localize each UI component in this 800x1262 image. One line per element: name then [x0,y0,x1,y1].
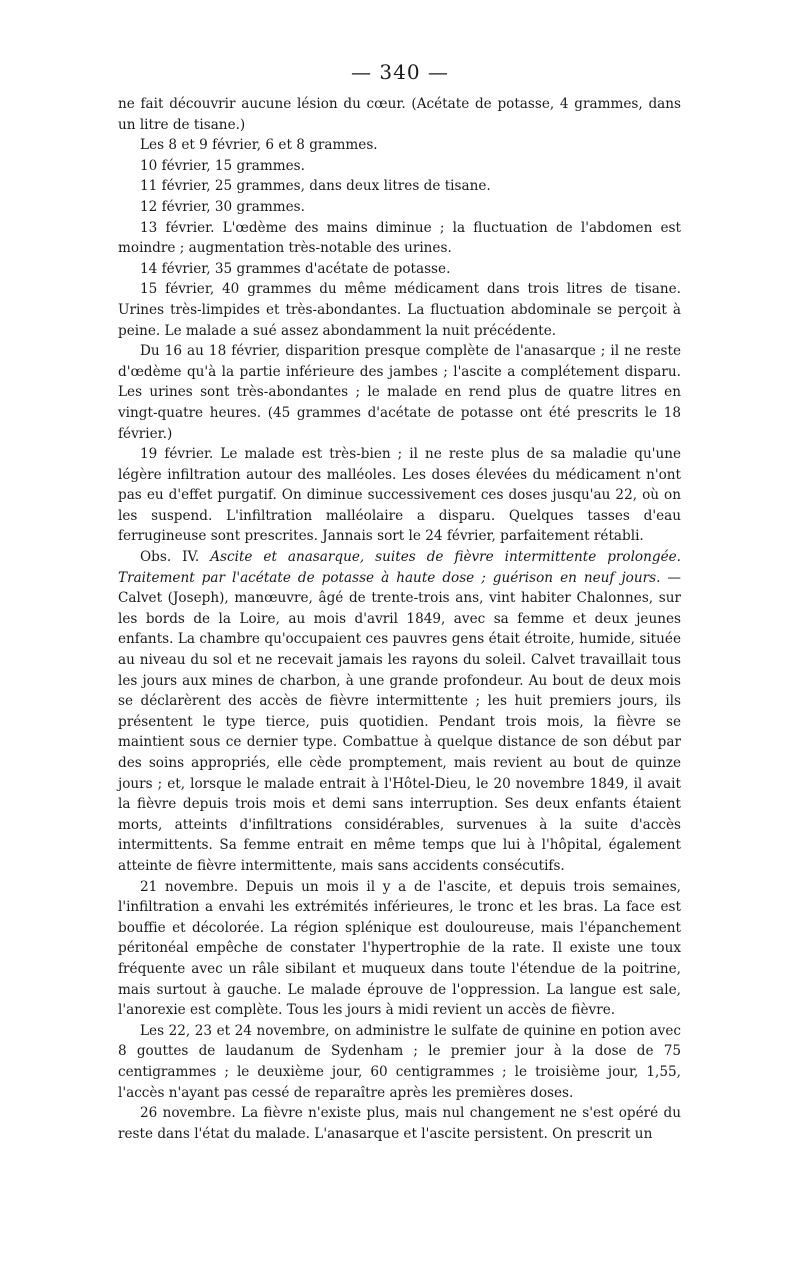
paragraph: 11 février, 25 grammes, dans deux litres de tisane. [140,178,491,195]
paragraph: 26 novembre. La fièvre n'existe plus, mais nul changement ne s'est opéré du reste dans l'état du malade. L'anasarque et l'ascite persistent. On prescrit un [118,1105,681,1142]
paragraph: 19 février. Le malade est très-bien ; il ne reste plus de sa maladie qu'une légère infiltration autour des malléoles. Les doses élevées du médicament n'ont pas eu d'effet purgatif. On diminue successivement ces doses jusqu'au 22, où on les suspend. L'infiltration malléolaire a disparu. Quelques tasses d'eau ferrugineuse sont prescrites. Jannais sort le 24 février, parfaitement rétabli. [118,446,681,545]
paragraph: 15 février, 40 grammes du même médicament dans trois litres de tisane. Urines très-limpides et très-abondantes. La fluctuation abdominale se perçoit à peine. Le malade a sué assez abondamment la nuit précédente. [118,281,681,339]
paragraph: Les 8 et 9 février, 6 et 8 grammes. [140,137,378,154]
paragraph: 21 novembre. Depuis un mois il y a de l'ascite, et depuis trois semaines, l'infiltration a envahi les extrémités inférieures, le tronc et les bras. La face est bouffie et décolorée. La région splénique est douloureuse, mais l'épanchement péritonéal empêche de constater l'hypertrophie de la rate. Il existe une toux fréquente avec un râle sibilant et muqueux dans toute l'étendue de la poitrine, mais surtout à gauche. Le malade éprouve de l'oppression. La langue est sale, l'anorexie est complète. Tous les jours à midi revient un accès de fièvre. [118,878,681,1019]
body-text [118,94,681,1144]
paragraph: 13 février. L'œdème des mains diminue ; la fluctuation de l'abdomen est moindre ; augmentation très-notable des urines. [118,219,681,257]
observation-label: Obs. IV. [140,549,200,566]
paragraph: ne fait découvrir aucune lésion du cœur. (Acétate de potasse, 4 grammes, dans un litre de tisane.) [118,96,681,133]
page-number: — 340 — [351,60,449,84]
observation-title: Ascite et anasarque, suites de fièvre intermittente prolongée. Traitement par l'acétate de potasse à haute dose ; guérison en neuf jours. [118,549,681,586]
paragraph: Les 22, 23 et 24 novembre, on administre le sulfate de quinine en potion avec 8 gouttes de laudanum de Sydenham ; le premier jour à la dose de 75 centigrammes ; le deuxième jour, 60 centigrammes ; le troisième jour, 1,55, l'accès n'ayant pas cessé de reparaître après les premières doses. [118,1022,681,1101]
paragraph: 14 février, 35 grammes d'acétate de potasse. [140,260,451,277]
observation-paragraph [118,547,681,877]
paragraph: 10 février, 15 grammes. [140,157,305,174]
paragraph: 12 février, 30 grammes. [140,198,305,215]
paragraph: Du 16 au 18 février, disparition presque complète de l'anasarque ; il ne reste d'œdème qu'à la partie inférieure des jambes ; l'ascite a complétement disparu. Les urines sont très-abondantes ; le malade en rend plus de quatre litres en vingt-quatre heures. (45 grammes d'acétate de potasse ont été prescrits le 18 février.) [118,343,681,442]
observation-text: — Calvet (Joseph), manœuvre, âgé de trente-trois ans, vint habiter Chalonnes, sur les bords de la Loire, au mois d'avril 1849, avec sa femme et deux jeunes enfants. La chambre qu'occupaient ces pauvres gens était étroite, humide, située au niveau du sol et ne recevait jamais les rayons du soleil. Calvet travaillait tous les jours aux mines de charbon, à une grande profondeur. Au bout de deux mois se déclarèrent des accès de fièvre intermittente ; les huit premiers jours, ils présentent le type tierce, puis quotidien. Pendant trois mois, la fièvre se maintient sous ce dernier type. Combattue à quelque distance de son début par des soins appropriés, elle cède promptement, mais revient au bout de quinze jours ; et, lorsque le malade entrait à l'Hôtel-Dieu, le 20 novembre 1849, il avait la fièvre depuis trois mois et demi sans interruption. Ses deux enfants étaient morts, atteints d'infiltrations considérables, survenues à la suite d'accès intermittents. Sa femme entrait en même temps que lui à l'hôpital, également atteinte de fièvre intermittente, mais sans accidents consécutifs. [118,569,681,874]
